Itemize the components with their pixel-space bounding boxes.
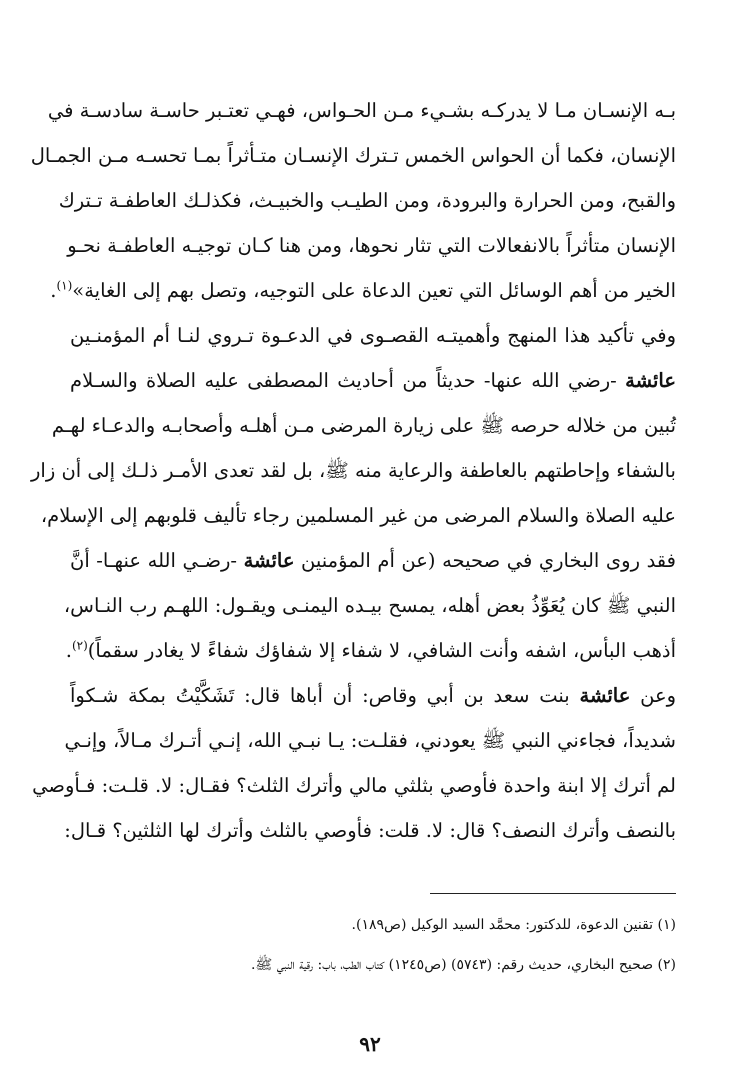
text-line-17: بالنصف وأترك النصف؟ قال: لا. قلت: فأوصي بالثلث وأترك لها الثلثين؟ قـال:: [64, 819, 676, 842]
text-line-5: [50, 268, 676, 313]
name-aisha-2: عائشة: [243, 549, 295, 572]
footnote-2: (٢) صحيح البخاري، حديث رقم: (٥٧٤٣) (ص١٢٤٥) كتاب الطب، باب: رقية النبي ﷺ.: [250, 957, 676, 973]
text-line-3: والقبح، ومن الحرارة والبرودة، ومن الطيـب والخبيـث، فكذلـك العاطفـة تـترك: [58, 189, 676, 212]
footnote-separator: [430, 893, 676, 894]
text-line-6: وفي تأكيد هذا المنهج وأهميتـه القصـوى في الدعـوة تـروي لنـا أم المؤمنـين: [70, 324, 676, 347]
text-line-14-start: وعن: [640, 684, 676, 707]
text-line-10: عليه الصلاة والسلام المرضى من غير المسلمين رجاء تأليف قلوبهم إلى الإسلام،: [40, 504, 676, 527]
text-line-11-start: فقد روى البخاري في صحيحه (عن أم المؤمنين: [301, 549, 676, 572]
text-line-14-end: بنت سعد بن أبي وقاص: أن أباها قال: تَشَكَّيْتُ بمكة شـكواً: [70, 684, 570, 707]
text-line-13-content: أذهب البأس، اشفه وأنت الشافي، لا شفاء إلا شفاؤك شفاءً لا يغادر سقماً): [87, 639, 676, 662]
name-aisha: عائشة: [625, 369, 676, 392]
text-line-16: لم أترك إلا ابنة واحدة فأوصي بثلثي مالي وأترك الثلث؟ فقـال: لا. قلـت: فـأوصي: [32, 774, 676, 797]
page-number: ٩٢: [359, 1032, 381, 1056]
text-line-9: بالشفاء وإحاطتهم بالعاطفة والرعاية منه ﷺ، بل لقد تعدى الأمـر ذلـك إلى أن زار: [31, 459, 676, 482]
name-aisha-3: عائشة: [579, 684, 631, 707]
text-line-11-end: -رضـي الله عنهـا- أنَّ: [70, 549, 238, 572]
text-line-1: بـه الإنسـان مـا لا يدركـه بشـيء مـن الحـواس، فهـي تعتـبر حاسـة سادسـة في: [47, 99, 676, 122]
line-13-end: .: [65, 639, 72, 662]
footnote-1: (١) تقنين الدعوة، للدكتور: محمَّد السيد الوكيل (ص١٨٩).: [351, 917, 676, 933]
text-line-14: [70, 673, 676, 718]
text-line-11: [70, 538, 676, 583]
text-line-7: [70, 358, 676, 403]
footnotes: [70, 905, 676, 985]
line-5-end: .: [50, 279, 57, 302]
body-text: [30, 88, 676, 853]
footnote-ref-2: (٢): [71, 638, 88, 653]
footnote-ref-1: (١): [56, 278, 73, 293]
text-line-15: شديداً، فجاءني النبي ﷺ يعودني، فقلـت: يـا نبـي الله، إنـي أتـرك مـالاً، وإنـي: [64, 729, 676, 752]
text-line-12: النبي ﷺ كان يُعَوِّذُ بعض أهله، يمسح بيـده اليمنـى ويقـول: اللهـم رب النـاس،: [63, 594, 676, 617]
text-line-4: الإنسان متأثراً بالانفعالات التي تثار نحوها، ومن هنا كـان توجيـه العاطفـة نحـو: [67, 234, 676, 257]
text-line-8: تُبين من خلاله حرصه ﷺ على زيارة المرضى مـن أهلـه وأصحابـه والدعـاء لهـم: [51, 414, 676, 437]
text-line-13: [65, 628, 676, 673]
text-line-2: الإنسان، فكما أن الحواس الخمس تـترك الإنسـان متـأثراً بمـا تحسـه مـن الجمـال: [30, 144, 676, 167]
text-line-5-content: الخير من أهم الوسائل التي تعين الدعاة على التوجيه، وتصل بهم إلى الغاية»: [72, 279, 676, 302]
text-line-7-content: -رضي الله عنها- حديثاً من أحاديث المصطفى عليه الصلاة والسـلام: [70, 369, 617, 392]
